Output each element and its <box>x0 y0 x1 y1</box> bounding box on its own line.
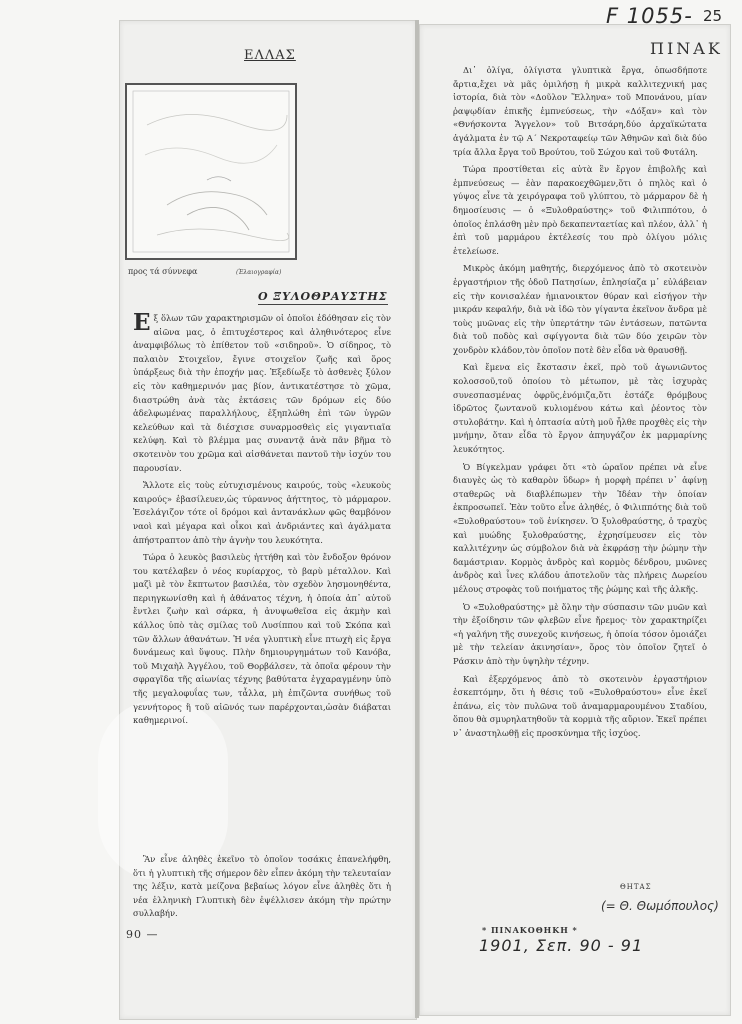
right-page-header: ΠΙΝΑΚ <box>650 39 723 58</box>
article-column-left <box>133 312 391 844</box>
article-title: Ο ΞΥΛΟΘΡΑΥΣΤΗΣ <box>258 290 388 303</box>
illustration-caption: προς τά σύννεφα <box>128 267 198 276</box>
drop-cap: Ε <box>133 312 151 336</box>
archive-page-number: 25 <box>703 7 723 25</box>
article-paragraph: Μικρὸς ἀκόμη μαθητής, διερχόμενος ἀπὸ τὸ σκοτεινὸν ἐργαστήριον τῆς ὁδοῦ Πατησίων, ἐπλησίαζα μ᾽ εὐλάβειαν εἰς τὴν κονισαλέαν ἡμιανοικτον θύραν καὶ εἰσήγον τὴν μικράν κεφαλήν, διὰ νὰ ἰδῶ τὸν γίγαντα ἐκεῖνον ἄνδρα μὲ τοὺς μυῶνας εἰς τὴν ὑπερτάτην τῶν ἐντάσεων, πατῶντα διὰ τοῦ ποδὸς καὶ σφίγγοντα διὰ τῶν δύο χειρῶν τὸν χονδρὸν κλάδον,τὸν ὁποῖον ποτὲ δὲν εἶδα νὰ θραυσθῇ. <box>453 263 707 355</box>
article-paragraph: Ἂν εἶνε ἀληθὲς ἐκεῖνο τὸ ὁποῖον τοσάκις ἐπανελήφθη, ὅτι ἡ γλυπτικὴ τῆς σήμερον δὲν εἶπεν ἀκόμη τὴν τελευταίαν της λέξιν, κατὰ μείζονα βεβαίως λόγον εἶνε ἀληθὲς ὅτι ἡ νέα ἑλληνικὴ Γλυπτικὴ δὲν ἐψέλλισεν ἀκόμη τὴν πρώτην συλλαβήν. <box>133 854 391 919</box>
archive-stamp: * ΠΙΝΑΚΟΘΗΚΗ * <box>482 925 578 935</box>
article-paragraph: Καὶ ἐξερχόμενος ἀπὸ τὸ σκοτεινὸν ἐργαστήριον ἐσκεπτόμην, ὅτι ἡ θέσις τοῦ «Ξυλοθραύστου» εἶνε ἐκεῖ ἐπάνω, εἰς τὸν πυλῶνα τοῦ ἀναμαρμαρουμένου Σταδίου, ὅπου θὰ σμυρηλατηθοῦν τὰ κορμιὰ τῆς αὔριον. Ἐκεῖ πρέπει ν᾽ ἀναστηλωθῇ εἰς προσκύνημα τῆς ἰσχύος. <box>453 673 707 738</box>
painting-illustration <box>125 83 297 260</box>
left-page-header: ΕΛΛΑΣ <box>244 48 296 63</box>
article-paragraph: ξ ὅλων τῶν χαρακτηρισμῶν οἱ ὁποῖοι ἐδόθησαν εἰς τὸν αἰῶνα μας, ὁ ἐπιτυχέστερος καὶ ἀληθινότερος εἶνε ἀναμφιβόλως τὸ ἐπίθετον τοῦ «σιδηροῦ». Ὁ σίδηρος, τὸ παλαιὸν Στοιχεῖον, ἔγινε στοιχεῖον ζωῆς καὶ ὅρος ὑπάρξεως διὰ τὴν ἐποχήν μας. Ἐξεδίωξε τὸ ἀσθενὲς ξύλον εἰς τὸν καθημερινόν μας βίον, ἀντικατέστησε τὸ χῶμα, διαστρώθη ἀνὰ τὰς ἐκτάσεις τῶν δρόμων εἰς δύο ἀδελφωμένας παραλλήλους, ἐξηπλώθη ἐπὶ τῶν ὑγρῶν κελεύθων καὶ τὰ διέσχισε συναρμοσθεὶς εἰς γιγαντιαῖα κελύφη. Καὶ τὸ βλέμμα μας συναντᾷ ἀνὰ πᾶν βῆμα τὸ σκοτεινὸν του χρῶμα καὶ αἰσθάνεται παντοῦ τὴν ἰσχύν του παρουσίαν. <box>133 313 391 473</box>
article-paragraph: Τώρα ὁ λευκὸς βασιλεὺς ἡττήθη καὶ τὸν ἔνδοξον θρόνον του κατέλαβεν ὁ νέος κυρίαρχος, τὸ βαρὺ μέταλλον. Καὶ μαζὶ μὲ τὸν ἔκπτωτον βασιλέα, τὸν σχεδὸν λησμονηθέντα, περιηγκωνίσθη καὶ ἡ ἀθάνατος τέχνη, ἡ ὁποία ἀπ᾽ αὐτοῦ ἔντλει ζωὴν καὶ σάρκα, ἡ ἀνυψωθεῖσα εἰς ἀκμὴν καὶ κάλλος ὑπὸ τὰς σμίλας τοῦ Λυσίππου καὶ τοῦ Σκόπα καὶ τῶν ἄλλων ἀθανάτων. Ἡ νέα γλυπτικὴ εἶνε πτωχὴ εἰς ἔργα δυνάμεως καὶ ὕψους. Πλὴν δημιουργημάτων τοῦ Κανόβα, τοῦ Μιχαὴλ Ἀγγέλου, τοῦ Θορβάλσεν, τὰ ὁποῖα φέρουν τὴν σφραγῖδα τῆς αἰωνίας τέχνης βαθύτατα ἐγχαραγμένην ὑπὸ τῆς μεγαλοφυΐας των, τἆλλα, μὴ ἐπιζῶντα συνήθως τοῦ γεννήτορος ἢ τοῦ αἰῶνός των παρέρχονται,ὡσὰν διάβαται καθημερινοί. <box>133 552 391 726</box>
painting-sketch-icon <box>127 85 295 258</box>
article-paragraph: Ἄλλοτε εἰς τοὺς εὐτυχισμένους καιρούς, τοὺς «λευκοὺς καιρούς» ἐβασίλευεν,ὡς τύραννος ἀήττητος, τὸ μάρμαρον. Ἐσελάγιζον τότε οἱ δρόμοι καὶ ἀντανάκλων φῶς θαμβόνον ναοὶ καὶ μέγαρα καὶ οἶκοι καὶ ἀνδριάντες καὶ ἀγάλματα ἀπήστραπτον ἀπὸ τὴν ἁγνὴν του λευκότητα. <box>133 480 391 545</box>
article-paragraph: Τώρα προστίθεται εἰς αὐτὰ ἓν ἔργον ἐπιβολῆς καὶ ἐμπνεύσεως — ἐὰν παρακοεχθῶμεν,ὅτι ὁ πηλὸς καὶ ὁ γύψος εἶνε τὰ χειρόγραφα τοῦ γλύπτου, τὸ μάρμαρον δὲ ἡ δημοσίευσις — ὁ «Ξυλοθραύστης» τοῦ Φιλιππότου, ὁ ὁποῖος ἐπλάσθη μὲν πρὸ δεκαπενταετίας καὶ πλέον, ἀλλ᾽ ἡ ἐπὶ τοῦ μαρμάρου ἐκτέλεσίς του πρὸ ὀλίγου μόλις ἐτελείωσε. <box>453 164 707 256</box>
article-paragraph: Ὁ «Ξυλοθραύστης» μὲ ὅλην τὴν σύσπασιν τῶν μυῶν καὶ τὴν ἐξοίδησιν τῶν φλεβῶν εἶνε ἤρεμος· τὸν χαρακτηρίζει «ἡ γαλήνη τῆς συνεχοῦς κινήσεως, ἡ ὁποία τόσον ὁμοιάζει μὲ τὴν τελείαν ἀκινησίαν», ὅρος τὸν ὁποῖον ζητεῖ ὁ Ράσκιν ἀπὸ τὴν ὑψηλὴν τέχνην. <box>453 601 707 666</box>
article-paragraph: Δι᾽ ὀλίγα, ὀλίγιστα γλυπτικὰ ἔργα, ὁπωσδήποτε ἄρτια,ἔχει νὰ μᾶς ὁμιλήσῃ ἡ μικρὰ καλλιτεχνική μας ἱστορία, διὰ τὸν «Δοῦλον Ἕλληνα» τοῦ Μπονάνου, μίαν ῥαψῳδίαν ἐπικῆς ἐμπνεύσεως, τὴν «Δόξαν» καὶ τὸν «Θνήσκοντα Ἄγγελον» τοῦ Βιτσάρη,δύο ἀρχαϊκώτατα ἀγάλματα ἐν τῷ Α΄ Νεκροταφείῳ τῶν Ἀθηνῶν καὶ διὰ δύο τρία ἄλλα ἔργα τοῦ Βρούτου, τοῦ Σώχου καὶ τοῦ Φυτάλη. <box>453 65 707 157</box>
handwritten-attribution: (= Θ. Θωμόπουλος) <box>601 899 719 913</box>
article-column-left-end <box>133 853 391 925</box>
article-paragraph: Καὶ ἔμενα εἰς ἔκστασιν ἐκεῖ, πρὸ τοῦ ἀγωνιῶντος κολοσσοῦ,τοῦ ὁποίου τὸ μέτωπον, μὲ τὰς ἰσχυρὰς συνεσπασμένας ὀφρῦς,ἐνόμιζα,ὅτι ἐστάζε θρόμβους ἱδρῶτος ζωντανοῦ κυλιομένου κάτω καὶ ῥέοντος τὸν στυλοβάτην. Καὶ ἡ ὀπτασία αὐτὴ μοῦ ἦλθε προχθὲς εἰς τὴν μνήμην, ὅταν εἶδα τὸ ἔργον ἀπηυγάζον ἐκ μαρμαρίνης λευκότητος. <box>453 362 707 455</box>
illustration-medium: (Ἑλαιογραφία) <box>236 269 282 276</box>
archive-reference: F 1055- <box>606 4 693 28</box>
article-column-right <box>453 64 707 879</box>
handwritten-date: 1901, Σεπ. 90 - 91 <box>479 936 644 955</box>
author-signature: ΘΗΤΑΣ <box>620 883 652 891</box>
article-paragraph: Ὁ Βίγκελμαν γράφει ὅτι «τὸ ὡραῖον πρέπει νὰ εἶνε διαυγὲς ὡς τὸ καθαρὸν ὕδωρ» ἡ μορφὴ πρέπει ν᾽ ἀφίνῃ σταθερῶς νὰ διαβλέπωμεν τὴν Ἰδέαν τὴν ὁποίαν ἐκπροσωπεῖ. Ἐὰν τοῦτο εἶνε ἀληθές, ὁ Φιλιππότης διὰ τοῦ «Ξυλοθραύστου» τοῦ ἐνίκησεν. Ὁ ξυλοθραύστης, ὁ τραχὺς καὶ μυώδης ξυλοθραύστης, ἐχρησίμευσεν εἰς τὸν καλλιτέχνην ὡς σύμβολον διὰ νὰ ἐκφράσῃ τὴν ῥώμην τὴν δαμάστριαν. Κορμὸς ἀνδρὸς καὶ κορμὸς δένδρου, μυῶνες ἀνδρὸς καὶ ἶνες κλάδου ἀποτελοῦν τὰς πλήρεις Δωρείου μέλους στροφὰς τοῦ ποιήματος τῆς ῥώμης καὶ τῆς ἀλκῆς. <box>453 461 707 594</box>
left-page-footer: 90 — <box>126 928 159 941</box>
